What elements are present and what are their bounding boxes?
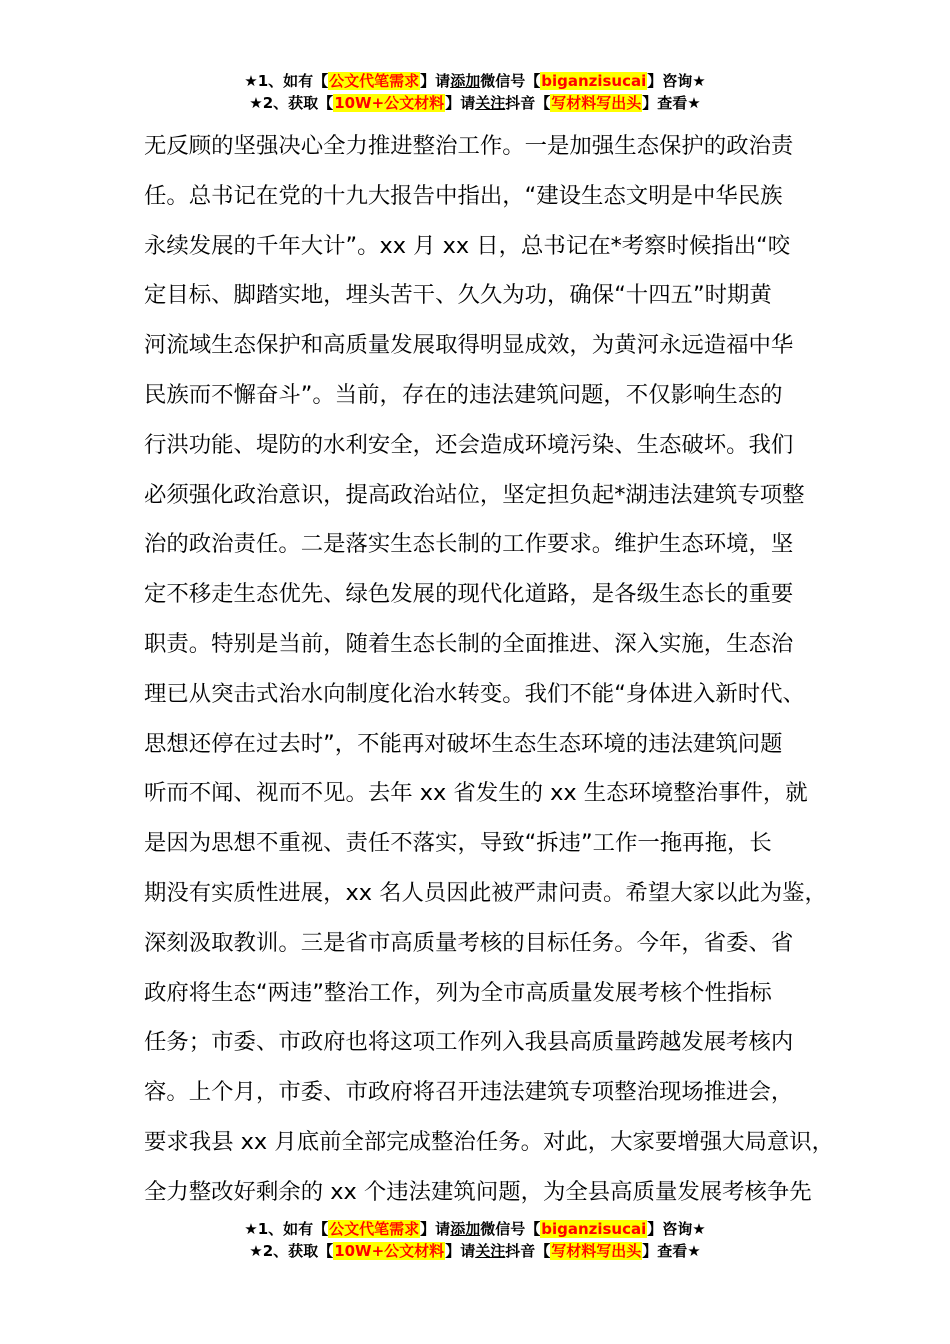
- header-banner: [0, 70, 950, 114]
- banner-highlight-wechat: biganzisucai: [541, 1220, 647, 1238]
- body-line: 定不移走生态优先、绿色发展的现代化道路，是各级生态长的重要: [144, 581, 794, 608]
- banner-text: ★2、获取【: [249, 1242, 334, 1260]
- body-line: 治的政治责任。二是落实生态长制的工作要求。维护生态环境，坚: [144, 531, 794, 558]
- banner-text: 抖音【: [505, 94, 551, 112]
- body-line: 定目标、脚踏实地，埋头苦干、久久为功，确保“十四五”时期黄: [144, 282, 772, 309]
- banner-text: 】查看★: [642, 1242, 701, 1260]
- body-line: 全力整改好剩余的 xx 个违法建筑问题，为全县高质量发展考核争先: [144, 1178, 812, 1205]
- banner-highlight-service: 公文代笔需求: [329, 72, 420, 90]
- body-line: 期没有实质性进展，xx 名人员因此被严肃问责。希望大家以此为鉴，: [144, 879, 827, 906]
- banner-text: 】查看★: [642, 94, 701, 112]
- body-line: 政府将生态“两违”整治工作，列为全市高质量发展考核个性指标: [144, 979, 772, 1006]
- banner-highlight-douyin: 写材料写出头: [551, 94, 642, 112]
- body-line: 深刻汲取教训。三是省市高质量考核的目标任务。今年，省委、省: [144, 929, 794, 956]
- footer-banner: [0, 1218, 950, 1262]
- banner-text: ★1、如有【: [244, 72, 329, 90]
- body-line: 容。上个月，市委、市政府将召开违法建筑专项整治现场推进会，: [144, 1079, 794, 1106]
- body-line: 必须强化政治意识，提高政治站位，坚定担负起*湖违法建筑专项整: [144, 481, 805, 508]
- banner-emphasis: 添加: [450, 1220, 481, 1238]
- body-line: 职责。特别是当前，随着生态长制的全面推进、深入实施，生态治: [144, 630, 794, 657]
- banner-highlight-wechat: biganzisucai: [541, 72, 647, 90]
- banner-text: ★2、获取【: [249, 94, 334, 112]
- banner-text: 】咨询★: [647, 72, 706, 90]
- banner-text: 微信号【: [480, 1220, 541, 1238]
- banner-emphasis: 关注: [475, 1242, 506, 1260]
- body-line: 行洪功能、堤防的水利安全，还会造成环境污染、生态破坏。我们: [144, 431, 794, 458]
- banner-highlight-service: 公文代笔需求: [329, 1220, 420, 1238]
- banner-text: 微信号【: [480, 72, 541, 90]
- banner-text: 】请: [445, 94, 476, 112]
- banner-highlight-douyin: 写材料写出头: [551, 1242, 642, 1260]
- body-line: 任。总书记在党的十九大报告中指出，“建设生态文明是中华民族: [144, 182, 783, 209]
- body-line: 任务；市委、市政府也将这项工作列入我县高质量跨越发展考核内: [144, 1029, 794, 1056]
- body-line: 永续发展的千年大计”。xx 月 xx 日，总书记在*考察时候指出“咬: [144, 232, 791, 259]
- banner-highlight-materials: 10W+公文材料: [334, 94, 445, 112]
- banner-text: 】请: [420, 1220, 451, 1238]
- banner-emphasis: 关注: [475, 94, 506, 112]
- body-line: 思想还停在过去时”，不能再对破坏生态生态环境的违法建筑问题: [144, 730, 783, 757]
- document-body: [144, 122, 834, 1218]
- body-line: 民族而不懈奋斗”。当前，存在的违法建筑问题，不仅影响生态的: [144, 381, 783, 408]
- banner-line-2: [0, 1240, 950, 1262]
- banner-text: 抖音【: [505, 1242, 551, 1260]
- body-line: 要求我县 xx 月底前全部完成整治任务。对此，大家要增强大局意识，: [144, 1128, 835, 1155]
- banner-highlight-materials: 10W+公文材料: [334, 1242, 445, 1260]
- banner-emphasis: 添加: [450, 72, 481, 90]
- banner-text: 】请: [420, 72, 451, 90]
- body-line: 听而不闻、视而不见。去年 xx 省发生的 xx 生态环境整治事件，就: [144, 780, 808, 807]
- banner-line-2: [0, 92, 950, 114]
- banner-line-1: [0, 1218, 950, 1240]
- banner-text: ★1、如有【: [244, 1220, 329, 1238]
- body-line: 理已从突击式治水向制度化治水转变。我们不能“身体进入新时代、: [144, 680, 805, 707]
- body-line: 是因为思想不重视、责任不落实，导致“拆违”工作一拖再拖，长: [144, 830, 772, 857]
- banner-text: 】请: [445, 1242, 476, 1260]
- banner-text: 】咨询★: [647, 1220, 706, 1238]
- body-line: 河流域生态保护和高质量发展取得明显成效，为黄河永远造福中华: [144, 332, 794, 359]
- body-line: 无反顾的坚强决心全力推进整治工作。一是加强生态保护的政治责: [144, 133, 794, 159]
- banner-line-1: [0, 70, 950, 92]
